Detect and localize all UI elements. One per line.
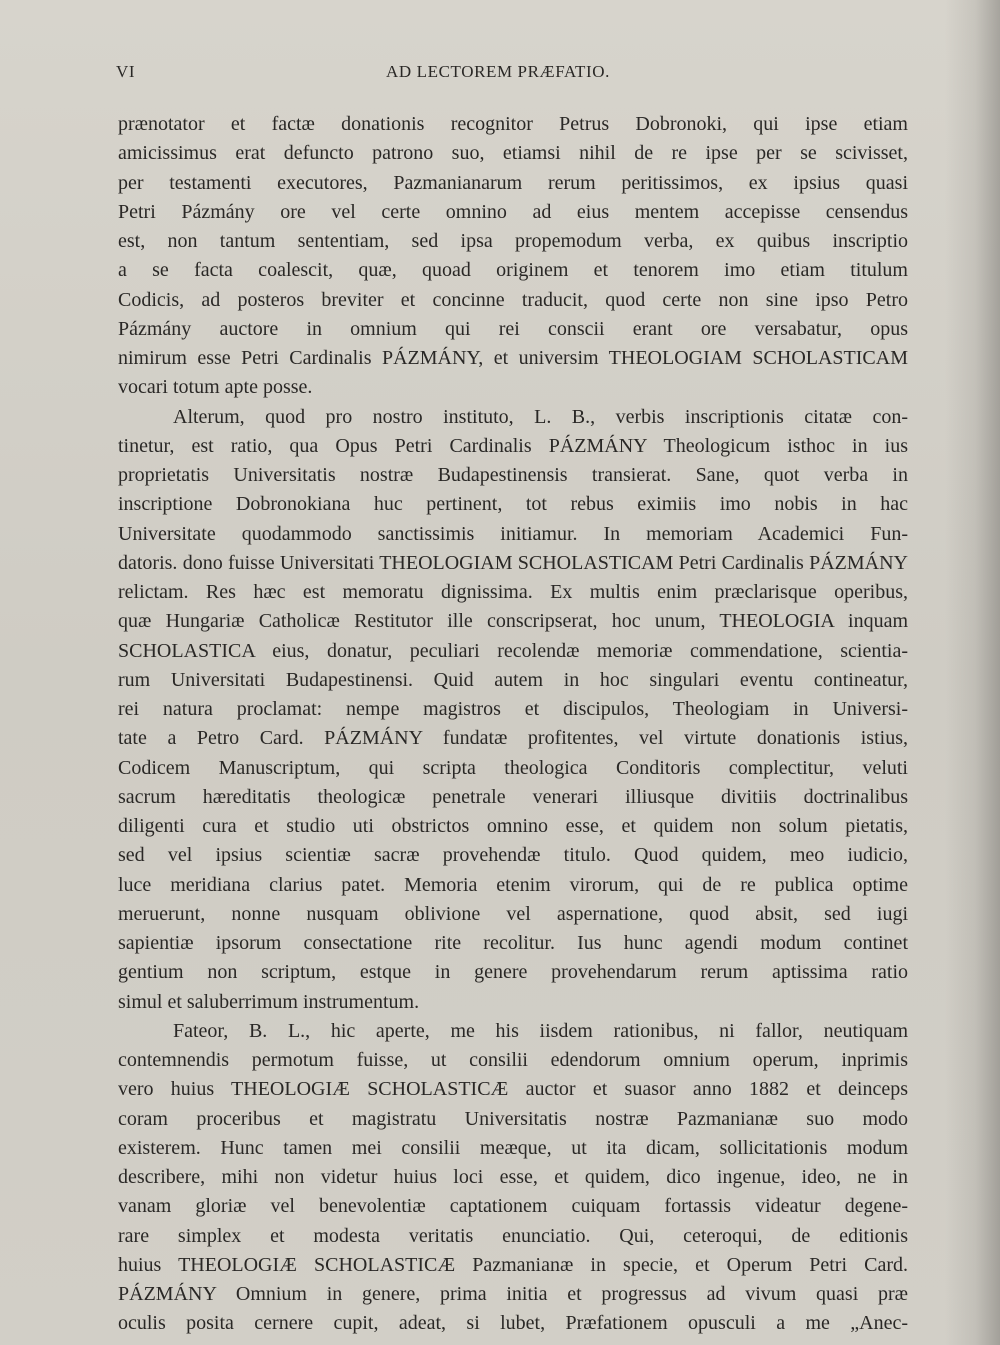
body-text	[118, 110, 908, 1339]
text-line: diligenti cura et studio uti obstrictos omnino esse, et quidem non solum pietatis,	[118, 815, 908, 837]
text-line: datoris. dono fuisse Universitati THEOLOGIAM SCHOLASTICAM Petri Cardinalis PÁZMÁNY	[118, 551, 908, 574]
text-line: huius THEOLOGIÆ SCHOLASTICÆ Pazmanianæ in specie, et Operum Petri Card.	[118, 1253, 908, 1276]
running-head	[116, 62, 906, 90]
text-line: Codicis, ad posteros breviter et concinne traducit, quod certe non sine ipso Petro	[118, 288, 908, 311]
text-line: Universitate quodammodo sanctissimis initiamur. In memoriam Academici Fun-	[118, 522, 908, 545]
text-line: SCHOLASTICA eius, donatur, peculiari recolendæ memoriæ commendatione, scientia-	[118, 639, 908, 662]
text-line: a se facta coalescit, quæ, quoad originem et tenorem imo etiam titulum	[118, 259, 908, 282]
text-line: describere, mihi non videtur huius loci esse, et quidem, dico ingenue, ideo, ne in	[118, 1166, 908, 1188]
text-line: Petri Pázmány ore vel certe omnino ad eius mentem accepisse censendus	[118, 200, 908, 223]
text-line: vanam gloriæ vel benevolentiæ captationem cuiquam fortassis videatur degene-	[118, 1195, 908, 1218]
running-head-title: AD LECTOREM PRÆFATIO.	[386, 62, 611, 81]
text-line: vocari totum apte posse.	[118, 376, 313, 399]
text-line: nimirum esse Petri Cardinalis PÁZMÁNY, et universim THEOLOGIAM SCHOLASTICAM	[118, 347, 908, 369]
text-line: amicissimus erat defuncto patrono suo, etiamsi nihil de re ipse per se scivisset,	[118, 142, 908, 165]
text-line: Alterum, quod pro nostro instituto, L. B., verbis inscriptionis citatæ con-	[173, 405, 908, 428]
text-line: vero huius THEOLOGIÆ SCHOLASTICÆ auctor et suasor anno 1882 et deinceps	[118, 1078, 908, 1101]
text-line: meruerunt, nonne nusquam oblivione vel aspernatione, quod absit, sed iugi	[118, 902, 908, 925]
page-edge-shadow	[945, 0, 1000, 1345]
text-line: quæ Hungariæ Catholicæ Restitutor ille conscripserat, hoc unum, THEOLOGIA inquam	[118, 610, 908, 633]
text-line: sapientiæ ipsorum consectatione rite recolitur. Ius hunc agendi modum continet	[118, 932, 908, 954]
text-line: oculis posita cernere cupit, adeat, si lubet, Præfationem opusculi a me „Anec-	[118, 1312, 908, 1335]
text-line: sacrum hæreditatis theologicæ penetrale venerari illiusque divitiis doctrinalibus	[118, 785, 908, 808]
text-line: PÁZMÁNY Omnium in genere, prima initia et progressus ad vivum quasi præ	[118, 1283, 908, 1305]
text-line: existerem. Hunc tamen mei consilii meæque, ut ita dicam, sollicitationis modum	[118, 1136, 908, 1159]
text-line: simul et saluberrimum instrumentum.	[118, 990, 420, 1013]
text-line: tate a Petro Card. PÁZMÁNY fundatæ profitentes, vel virtute donationis istius,	[118, 727, 908, 750]
text-line: Pázmány auctore in omnium qui rei conscii erant ore versabatur, opus	[118, 317, 908, 340]
page-number: VI	[116, 62, 136, 81]
text-line: Fateor, B. L., hic aperte, me his iisdem rationibus, ni fallor, neutiquam	[173, 1019, 908, 1042]
text-line: per testamenti executores, Pazmanianarum rerum peritissimos, ex ipsius quasi	[118, 171, 908, 194]
text-line: luce meridiana clarius patet. Memoria etenim virorum, qui de re publica optime	[118, 873, 908, 896]
text-line: rare simplex et modesta veritatis enunciatio. Qui, ceteroqui, de editionis	[118, 1224, 908, 1247]
text-line: relictam. Res hæc est memoratu dignissima. Ex multis enim præclarisque operibus,	[118, 581, 908, 603]
text-line: gentium non scriptum, estque in genere provehendarum rerum aptissima ratio	[118, 961, 908, 984]
text-line: Codicem Manuscriptum, qui scripta theologica Conditoris complectitur, veluti	[118, 756, 908, 779]
text-line: rei natura proclamat: nempe magistros et discipulos, Theologiam in Universi-	[118, 698, 908, 720]
text-line: tinetur, est ratio, qua Opus Petri Cardinalis PÁZMÁNY Theologicum isthoc in ius	[118, 434, 908, 457]
text-line: sed vel ipsius scientiæ sacræ provehendæ titulo. Quod quidem, meo iudicio,	[118, 844, 908, 867]
text-line: prænotator et factæ donationis recognitor Petrus Dobronoki, qui ipse etiam	[118, 113, 908, 135]
text-line: coram proceribus et magistratu Universitatis nostræ Pazmanianæ suo modo	[118, 1107, 908, 1130]
text-line: rum Universitati Budapestinensi. Quid autem in hoc singulari eventu contineatur,	[118, 668, 908, 691]
text-line: proprietatis Universitatis nostræ Budapestinensis transierat. Sane, quot verba in	[118, 464, 908, 486]
text-line: est, non tantum sententiam, sed ipsa propemodum verba, ex quibus inscriptio	[118, 230, 908, 252]
text-line: inscriptione Dobronokiana huc pertinent, tot rebus eximiis imo nobis in hac	[118, 493, 908, 516]
text-line: contemnendis permotum fuisse, ut consilii edendorum omnium operum, inprimis	[118, 1049, 908, 1071]
